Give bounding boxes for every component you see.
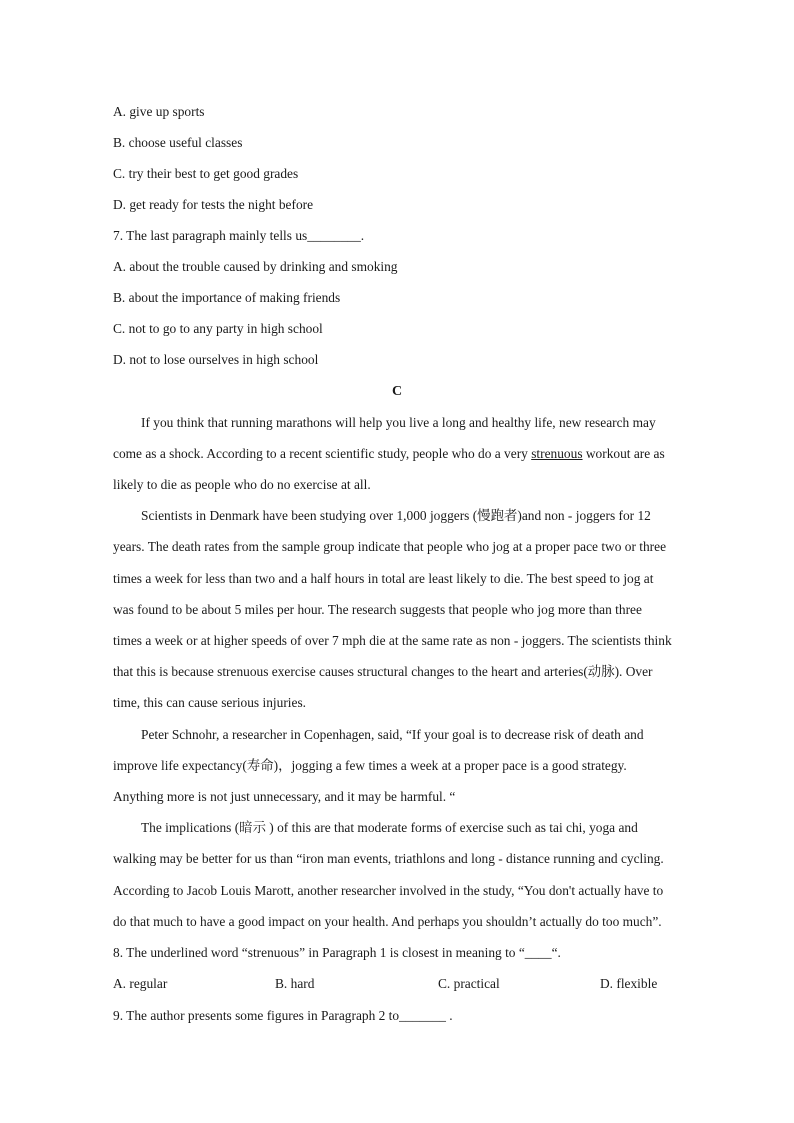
q7-stem: 7. The last paragraph mainly tells us________. — [113, 228, 365, 243]
q8-stem: 8. The underlined word “strenuous” in Paragraph 1 is closest in meaning to “____“. — [113, 945, 561, 960]
p3-line-3: Anything more is not just unnecessary, and it may be harmful. “ — [113, 789, 456, 804]
q7-option-c: C. not to go to any party in high school — [113, 321, 323, 336]
p4-line-4: do that much to have a good impact on your health. And perhaps you shouldn’t actually do too much”. — [113, 914, 662, 929]
p1-line-2 — [113, 445, 665, 463]
p3-line-2: improve life expectancy(寿命)，jogging a few times a week at a proper pace is a good strategy. — [113, 758, 627, 773]
p1-line-1: If you think that running marathons will help you live a long and healthy life, new research may — [141, 415, 656, 430]
p1-line-2-after: workout are as — [582, 446, 665, 461]
q6-option-d: D. get ready for tests the night before — [113, 197, 314, 212]
q7-option-d: D. not to lose ourselves in high school — [113, 352, 319, 367]
p1-line-2-before: come as a shock. According to a recent scientific study, people who do a very — [113, 446, 532, 461]
p2-line-7: time, this can cause serious injuries. — [113, 695, 307, 710]
p2-line-1: Scientists in Denmark have been studying over 1,000 joggers (慢跑者)and non - joggers for 12 — [141, 508, 651, 523]
p4-line-2: walking may be better for us than “iron man events, triathlons and long - distance running and cycling. — [113, 851, 664, 866]
p2-line-6: that this is because strenuous exercise causes structural changes to the heart and arteries(动脉). Over — [113, 664, 653, 679]
p2-line-2: years. The death rates from the sample group indicate that people who jog at a proper pace two or three — [113, 539, 667, 554]
q6-option-a: A. give up sports — [113, 104, 205, 119]
p2-line-4: was found to be about 5 miles per hour. The research suggests that people who jog more than three — [113, 602, 642, 617]
p4-line-3: According to Jacob Louis Marott, another researcher involved in the study, “You don't actually have to — [113, 883, 664, 898]
p3-line-1: Peter Schnohr, a researcher in Copenhagen, said, “If your goal is to decrease risk of death and — [141, 727, 644, 742]
q6-option-c: C. try their best to get good grades — [113, 166, 299, 181]
p1-line-3: likely to die as people who do no exercise at all. — [113, 477, 371, 492]
underlined-word-strenuous: strenuous — [531, 446, 583, 461]
q6-option-b: B. choose useful classes — [113, 135, 243, 150]
p4-line-1: The implications (暗示 ) of this are that moderate forms of exercise such as tai chi, yoga and — [141, 820, 638, 835]
p2-line-5: times a week or at higher speeds of over 7 mph die at the same rate as non - joggers. The scientists think — [113, 633, 672, 648]
q7-option-a: A. about the trouble caused by drinking and smoking — [113, 259, 398, 274]
q9-stem: 9. The author presents some figures in Paragraph 2 to_______ . — [113, 1008, 453, 1023]
section-label: C — [391, 384, 403, 399]
q8-option-c: C. practical — [438, 976, 500, 991]
q7-option-b: B. about the importance of making friends — [113, 290, 341, 305]
q8-option-b: B. hard — [275, 976, 315, 991]
q8-option-a: A. regular — [113, 976, 168, 991]
q8-option-d: D. flexible — [600, 976, 658, 991]
p2-line-3: times a week for less than two and a half hours in total are least likely to die. The best speed to jog at — [113, 571, 654, 586]
